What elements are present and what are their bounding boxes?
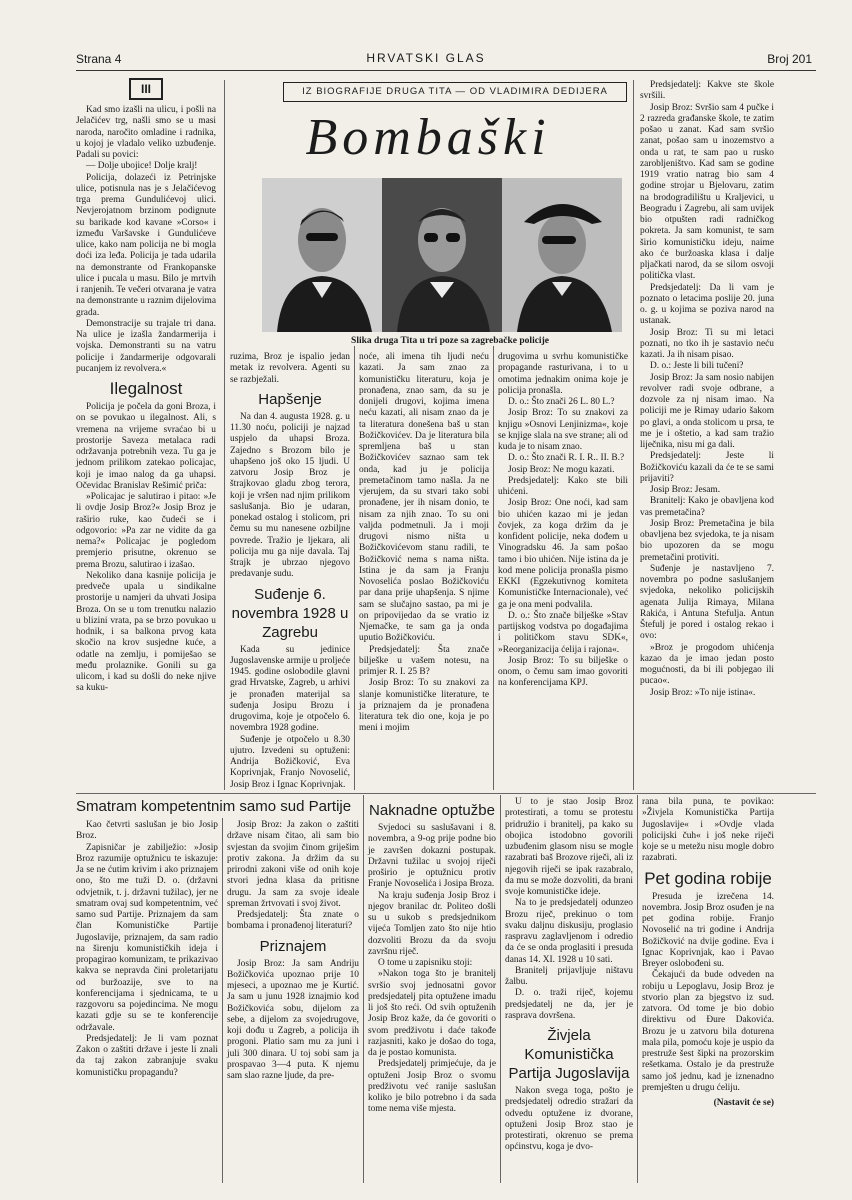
paragraph: Josip Broz: To su bilješke o onom, o čemu sam imao govoriti na konferencijama KPJ. <box>498 655 628 689</box>
paragraph: Kad smo izašli na ulicu, i pošli na Jelačićev trg, našli smo se u masi naroda, naročito omladine i radnika, u kojoj je vladalo veliko uzbuđenje. Padali su povici: <box>76 105 216 160</box>
paragraph: Predsjedatelj: Kakve ste škole svršili. <box>640 80 774 102</box>
bottom-column-3 <box>368 797 496 1116</box>
paragraph: U to je stao Josip Broz protestirati, a tomu se protestu pridružio i branitelj, pa kako su obojica istodobno govorili uzbuđenim glasom nisu se mogle razabrati baš Brozove riječi, ali iz njegovih riječi se ipak razabralo, da mu se može dozvoliti, da brani svoje komunističke ideje. <box>505 797 633 897</box>
paragraph: D. o.: Što znači R. I. R.. II. B.? <box>508 453 625 464</box>
subheading-ilegalnost: Ilegalnost <box>109 379 183 398</box>
photo-caption: Slika druga Tita u tri poze sa zagrebačke policije <box>351 336 549 346</box>
paragraph: rana bila puna, te povikao: »Živjela Komunistička Partija Jugoslavije« i »Ovdje vlada policijski čuh« i još neke riječi koje se u metežu nisu mogle dobro razabrati. <box>642 797 774 864</box>
subheading-zivjela: Živjela Komunistička Partija Jugoslavija <box>508 1027 630 1082</box>
paragraph: Suđenje je otpočelo u 8.30 ujutro. Izvedeni su optuženi: Andrija Božičković, Eva Koprivnjak, Franjo Novoselić, Josip Broz i Ignac Koprivnjak. <box>230 734 350 790</box>
subheading-hapsenje: Hapšenje <box>258 390 322 408</box>
paragraph: Suđenje je nastavljeno 7. novembra po podne saslušanjem svjedoka, nekoliko policijskih agenata Julija Rimaya, Milana Rakića, i Antuna Stefulja. Antun Štefulj je pored i ostalog rekao i ovo: <box>640 563 774 642</box>
paragraph: Josip Broz: To su znakovi za knjigu »Osnovi Lenjinizma«, koje se knjige slala na sve strane; ali od kuda je to nisam znao. <box>498 408 628 452</box>
paragraph: »Policajac je salutirao i pitao: »Je li ovdje Josip Broz?« Josip Broz je raširio ruke, kao čudeći se i odgovorio: »Pa zar ne vidite da ga nema?« Policajac je pogledom premjerio prisutne, okrenuo se prema Brozu, salutirao i izašao. <box>76 492 216 570</box>
paragraph: Josip Broz: To su znakovi za slanje komunističke literature, te ja priznajem da je pronađena literatura tek dio one, koja je po meni i mojim <box>359 678 489 734</box>
paragraph: Kao četvrti saslušan je bio Josip Broz. <box>76 820 218 842</box>
paragraph: — Dolje ubojice! Dolje kralj! <box>86 161 198 172</box>
subheading-sudjenje: Suđenje 6. novembra 1928 u Zagrebu <box>231 585 349 641</box>
paragraph: D. o.: Što znači 26 L. 80 L.? <box>508 397 615 407</box>
header-rule <box>76 70 816 71</box>
column-divider <box>363 795 364 1183</box>
paragraph: Predsjedatelj primjećuje, da je optuženi Josip Broz o svomu predživotu već ranije saslušan koliko je bilo potrebno i da sada tome nema više mjesta. <box>368 1059 496 1115</box>
paper-title: HRVATSKI GLAS <box>366 51 486 65</box>
bottom-column-1 <box>76 820 218 1079</box>
paragraph: D. o. traži riječ, kojemu predsjedatelj ne da, jer je rasprava dovršena. <box>505 988 633 1021</box>
column-divider <box>354 346 355 790</box>
paragraph: Josip Broz: »To nije istina«. <box>650 687 756 698</box>
paragraph: Presuda je izrečena 14. novembra. Josip Broz osuđen je na pet godina robije. Franjo Novoselić na tri godine i Andrija Božičković na dvije godine. Eva i Ignac Koprivnjak, kao i Pavao Breyer oslobođeni su. <box>642 891 774 969</box>
paragraph: Na kraju suđenja Josip Broz i njegov branilac dr. Politeo došli su u sukob s predsjednikom vijeća Tomljen zato što nije htio dozvoliti Brozu da da svoju završnu riječ. <box>368 890 496 957</box>
paragraph: Policija, dolazeći iz Petrinjske ulice, potisnula nas je s Jelačićevog trga prema Gundulićevoj ulici. Nevjerojatnom brzinom podignute su barikade kod kavane »Corso« i između Varšavske i Gundulićeve ulice, kako nam policija ne bi mogla doći iza leđa. Policija je tada udarila na demonstrante od Frankopanske ulice i pucala u masu. Bilo je mrtvih i ranjenih. Te večeri otvarana je vatra na demonstrante u raznim dijelovima grada. <box>76 172 216 318</box>
paragraph: D. o.: Jeste li bili tučeni? <box>650 361 744 372</box>
paragraph: ruzima, Broz je ispalio jedan metak iz revolvera. Agenti su se razbježali. <box>230 352 350 385</box>
subheading-smatram: Smatram kompetentnim samo sud Partije <box>76 798 352 815</box>
paragraph: Policija je počela da goni Broza, i on se povukao u ilegalnost. Ali, s vremena na vrijeme svraćao bi u prostorije Saveza metalaca radi održavanja potrebnih veza. Tu ga je jednom prilikom zatekao policajac, koji je imao nalog da ga uhapsi. Očevidac Branislav Rešimić priča: <box>76 402 216 491</box>
paragraph: Demonstracije su trajale tri dana. Na ulice je izašla žandarmerija i vojska. Demonstranti su na vatru policije i žandarmerije odgovarali pucanjem iz revolvera.« <box>76 318 216 374</box>
paragraph: Zapisničar je zabilježio: »Josip Broz razumije optužnicu te iskazuje: Ja se ne ćutim krivim i ako priznajem ono, što me tuži D. o. (državni odvjetnik, t. j. državni tužilac), jer ne smatram ovaj sud kompetentnim, već samo sud Partije. Priznajem da sam član Komunističke Partije Jugoslavije, priznajem, da sam radio na širenju komunističkih ideja i propagirao komunizam, te prikazivao kakva se nepravda čini proletarijatu od buržoazije, sve to na konferencijama i sjednicama, te u razgovoru sa pojedincima. Ne mogu kazati gdje su se te konferencije održavale. <box>76 842 218 1033</box>
column-2 <box>230 352 350 791</box>
column-divider <box>224 80 225 790</box>
column-divider <box>500 795 501 1183</box>
paragraph: Josip Broz: Ti su mi letaci poznati, no tko ih je sastavio neću kazati. Ja ih nisam pisao. <box>640 327 774 360</box>
paragraph: Nekoliko dana kasnije policija je predveče upala u sindikalne prostorije u namjeri da uhvati Josipa Broza. On se u tom trenutku nalazio u blizini vrata, pa se brzo povukao u hodnik, i sa balkona prvog kata skočio na krov susjedne kuće, a odatle na zemlju, i pomiješao se među prolaznike. Gonili su ga ulicom, i kad su došli do neke njive sa kuku- <box>76 570 216 694</box>
bottom-column-2 <box>227 820 359 1082</box>
issue-number: Broj 201 <box>767 52 812 66</box>
paragraph: Josip Broz: Ja zakon o zaštiti države nisam čitao, ali sam bio svjestan da svojim činom griješim protiv zakona. Ja držim da su prirodni zakoni više od onih koje stvori jedna klasa da pritisne drugu. Ja sam za svoje ideale spreman žrtvovati i svoj život. <box>227 820 359 909</box>
bottom-column-5 <box>642 797 774 1109</box>
paragraph: Josip Broz: Jesam. <box>650 485 721 495</box>
paragraph: Predsjedatelj: Kako ste bili uhićeni. <box>498 475 628 497</box>
paragraph: Nakon svega toga, pošto je predsjedatelj odredio stražari da odvedu optužene iz dvorane, optuženi Josip Broz stao je protestirati, okrenuo se prema općinstvu, koga je dvo- <box>505 1086 633 1153</box>
column-divider <box>493 346 494 790</box>
paragraph: Čekajući da bude odveden na robiju u Lepoglavu, Josip Broz je stvorio plan za bjegstvo iz sud. zatvora. Od tome je bio dobio direktivu od Đure Dakovića. Brozu je u zatvoru bila doturena mala pila, pomoću koje je uspio da prestruže šest šipki na prozorskim rešetkama. Ostalo je da prestruže samo još jednu, kad je iznenadno premješten u drugu ćeliju. <box>642 970 774 1093</box>
paragraph: drugovima u svrhu komunističke propagande rasturivana, i to u omotima jednakim onima koje je policija pronašla. <box>498 352 628 396</box>
paragraph: Na dan 4. augusta 1928. g. u 11.30 noću, policiji je najzad uspjelo da uhapsi Broza. Zajedno s Brozom bilo je uhapšeno još oko 15 ljudi. U zatvoru Josip Broz je štrajkovao gladu zbog terora, koji je vršen nad njim prilikom saslušanja. Bio je udaran, ponekad ostalog i stolicom, pri čemu su mu nanesene ozbiljne povrede. Tražio je ljekara, ali policija mu ga nije davala. Taj štrajk je ubrzao njegovo predavanje sudu. <box>230 411 350 580</box>
page-header <box>0 0 852 70</box>
paragraph: »Broz je progodom uhićenja kazao da je imao jedan posto mogućnosti, da bi ili pobjegao ili pucao«. <box>640 642 774 687</box>
paragraph: Predsjedatelj: Šta znače bilješke u vašem notesu, na primjer R. I. 25 B? <box>359 644 489 677</box>
to-be-continued: (Nastavit će se) <box>713 1098 774 1108</box>
column-3 <box>359 352 489 735</box>
subheading-naknadne: Naknadne optužbe <box>369 802 495 819</box>
paragraph: Kada su jedinice Jugoslavenske armije u proljeće 1945. godine oslobodile glavni grad Hrvatske, Zagreb, u arhivi je pronađen materijal sa suđenja Josipu Brozu i drugovima, koje je otpočelo 6. novembra 1928 godine. <box>230 644 351 734</box>
paragraph: Svjedoci su saslušavani i 8. novembra, a 9-og prije podne bio je završen dokazni postupak. Državni tužilac u svojoj riječi proširio je optužnicu protiv Franje Novoselića i Josipa Broza. <box>368 823 496 890</box>
paragraph: Josip Broz: One noći, kad sam bio uhićen kazao mi je jedan čovjek, za koga držim da je konfident policije, neka dođem u Vinogradsku 46. Ja sam pošao tamo i bio uhićen. Nije istina da je kod mene policija pronašla pismo EKKI (Egzekutivnog komiteta Komunističke Internacionale), već ga je ona meni podvalila. <box>498 498 628 610</box>
photo-illustration <box>262 178 622 332</box>
paragraph: »Nakon toga što je branitelj svršio svoj jednosatni govor predsjedatelj pita optužene imadu li još što reći. Od svih optuženih Josip Broz kaže, da će govoriti o svom predživotu i daće takođe razjasniti, kako je došao do toga, da je postao komunista. <box>368 969 496 1058</box>
bottom-column-4 <box>505 797 633 1154</box>
column-5 <box>640 80 774 699</box>
column-divider <box>637 795 638 1183</box>
paragraph: Predsjedatelj: Je li vam poznat Zakon o zaštiti države i jeste li znali da taj zakon zabranjuje svaku komunističku propagandu? <box>76 1033 218 1078</box>
paragraph: Predsjedatelj: Šta znate o bombama i pronađenoj literaturi? <box>227 910 359 932</box>
column-1 <box>76 78 216 695</box>
column-4 <box>498 352 628 690</box>
subheading-priznajem: Priznajem <box>259 937 327 955</box>
paragraph: Josip Broz: Ja sam nosio nabijen revolver radi svoje odbrane, a dozvole za nj nisam imao. Na policiji me je Rimay udario šakom po glavi, a onda stolicom u prsa, te me je i oštetio, a kad sam tražio liječnika, nisu mi ga dali. <box>640 372 774 450</box>
paragraph: D. o.: Što znače bilješke »Stav partijskog vodstva po događajima i političkom stavu SDK«, »Reorganizacija ćelija i rajona«. <box>498 610 628 655</box>
paragraph: Josip Broz: Ja sam Andriju Božičkovića upoznao prije 10 mjeseci, a upoznao me je Kurtić. Ja sam u junu 1928 iznajmio kod Božičkovića sobu, dijelom za sebe, a dijelom za svojedrugove, koji dođu u Zagreb, a policija ih progoni. Platio sam mu za juni i juli 300 dinara. U toj sobi sam ja prospavao 3—4 puta. K njemu sam slao razne ljude, da pre- <box>227 958 359 1081</box>
tito-police-photo <box>262 178 622 332</box>
section-rule <box>76 793 816 794</box>
paragraph: Josip Broz: Premetačina je bila obavljena bez svjedoka, te ja nisam bio upozoren da se mogu premetačini protiviti. <box>640 518 774 563</box>
subheading-pet-godina: Pet godina robije <box>644 868 772 888</box>
column-divider <box>222 818 223 1183</box>
section-mark: III <box>129 78 163 100</box>
paragraph: O tome u zapisniku stoji: <box>378 958 473 968</box>
paragraph: Branitelj prijavljuje ništavu žalbu. <box>505 965 633 987</box>
paragraph: Josip Broz: Ne mogu kazati. <box>508 464 615 475</box>
page-label: Strana 4 <box>76 52 122 66</box>
article-title: Bombaški <box>305 109 551 166</box>
column-divider <box>633 80 634 790</box>
series-banner: IZ BIOGRAFIJE DRUGA TITA — OD VLADIMIRA DEDIJERA <box>283 82 627 102</box>
paragraph: Na to je predsjedatelj odunzeo Brozu riječ, prekinuo o tom svaku daljnu diskusiju, proglasio raspravu zaglavljenom i odredio da će se onda proglasiti i presuda danas 14. XI. 1928 u 10 sati. <box>505 898 633 965</box>
paragraph: noće, ali imena tih ljudi neću kazati. Ja sam znao za komunističku literaturu, koja je pronađena, znao sam, da su je donijeli drugovi, kojima imena neću kazati, ali nisam znao da je ta literatura donešena baš u stan Božičkovićev. Da je literatura bila spremljena baš u stan Božičkovićev saznao sam tek onda, kad ju je policija premetačinom tamo našla. Ja ne vjerujem, da su stvari tako sobi pronađene, jer ih nisam donio, te nisam za njih znao. To su oni valjda podmetnuli. Ja i moji drugovi nismo ništa u Božičkovićevom stanu radili, te Božičković nema s nama ništa. Istina je da sam ja Franju Novoselića poslao Božičkoviću par dana prije uhapšenja. S njime sam se slučajno sastao, pa mi je on pripovijedao da se vratio iz Njemačke, te sam ga ja onda uputio Božičkoviću. <box>359 352 489 644</box>
paragraph: Josip Broz: Svršio sam 4 pučke i 2 razreda građanske škole, te zatim pošao u zanat. Kad sam svršio zanat, pošao sam u inozemstvo a onda u rat, te sam pao u rusko zarobljeništvo. Kad sam se godine 1919 vratio natrag bio sam 4 godine strojar u Bjelovaru, zatim na brodogradilištu u Kraljevici, u Beogradu i Zagrebu, ali sam uvijek bio otpušten radi radničkog pokreta. Ja sam komunist, te sam širio komunističku ideju, naime ako će buržoaska klasa i dalje pljačkati narod, da se silom osvoji politička vlast. <box>640 102 774 282</box>
paragraph: Predsjedatelj: Da li vam je poznato o letacima poslije 20. juna o. g. u kojima se poziva narod na ustanak. <box>640 282 774 327</box>
paragraph: Branitelj: Kako je obavljena kod vas premetačina? <box>640 496 774 518</box>
paragraph: Predsjedatelj: Jeste li Božičkoviću kazali da će te se sami prijaviti? <box>640 451 774 484</box>
